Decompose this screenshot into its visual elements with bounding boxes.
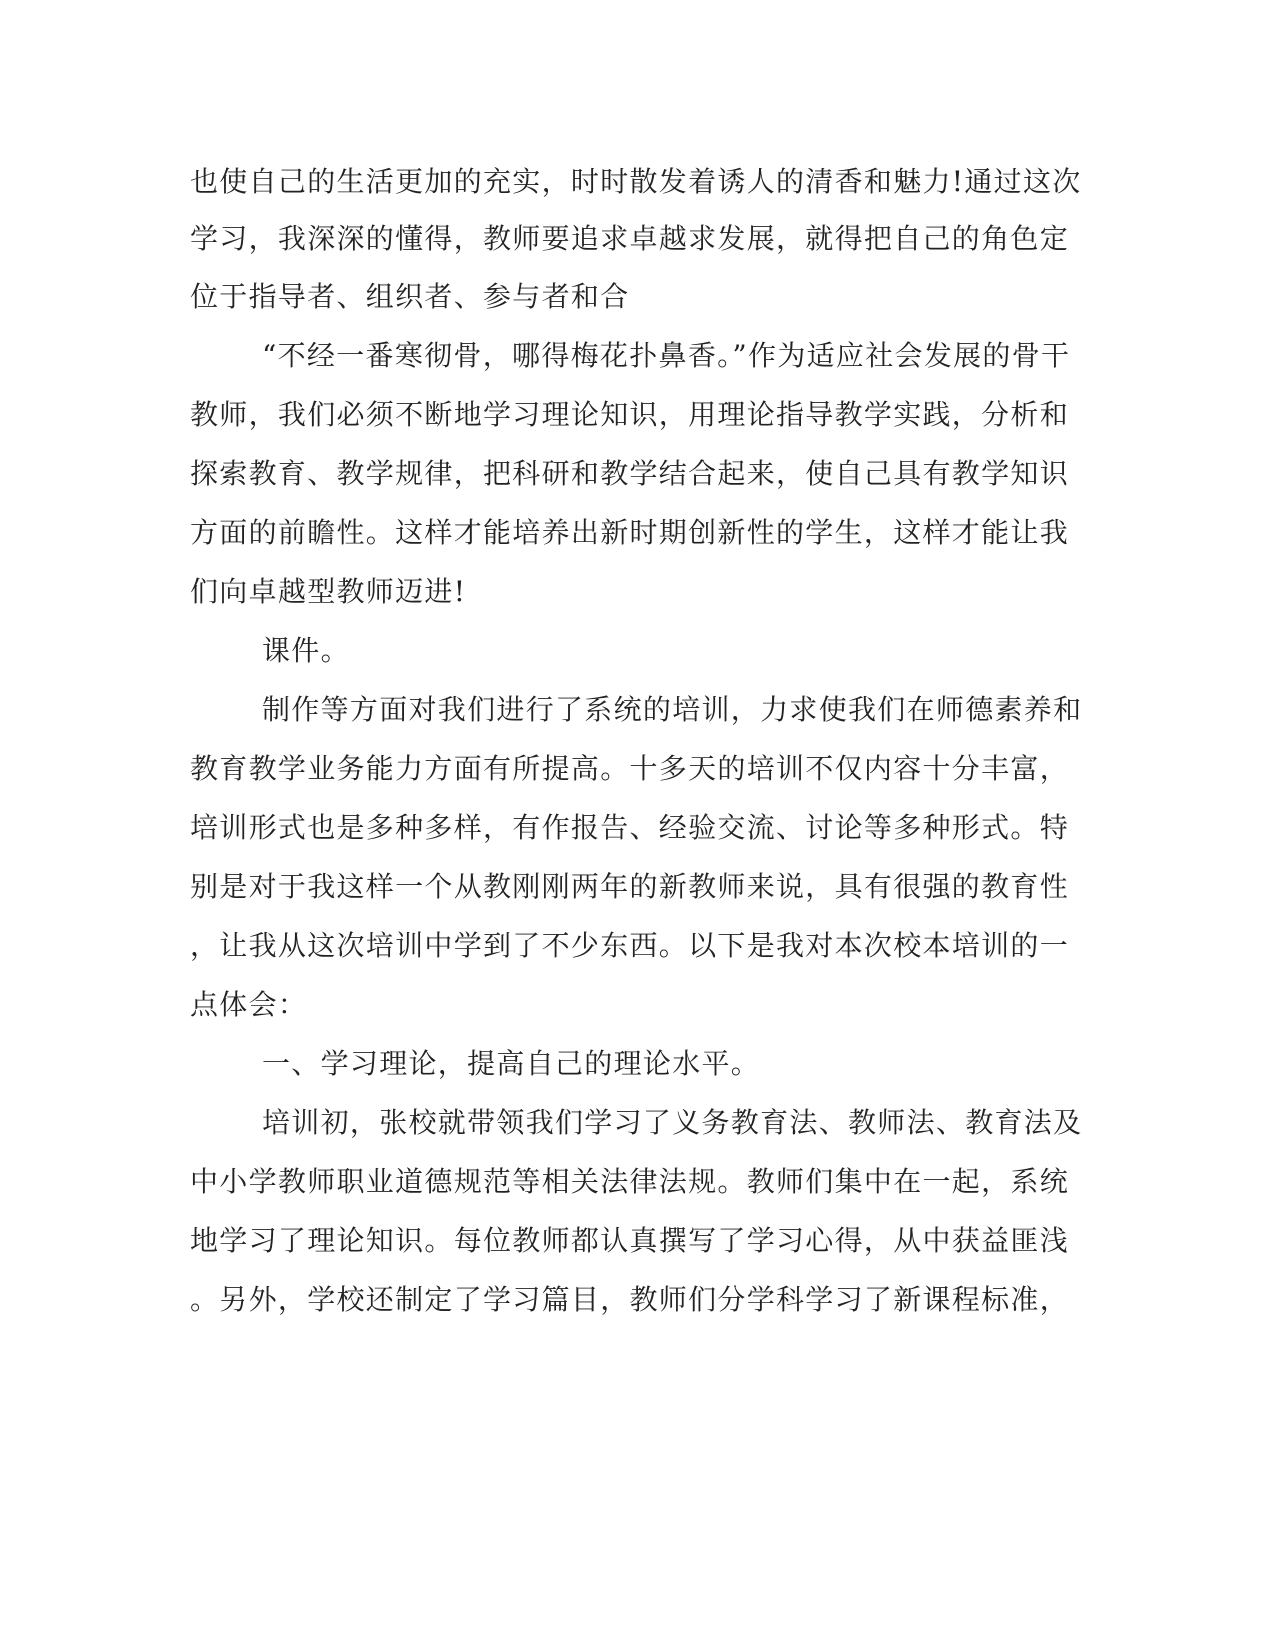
text-line-15: 点体会：: [190, 988, 308, 1021]
text-line-5: 教师，我们必须不断地学习理论知识，用理论指导教学实践，分析和: [190, 398, 1070, 431]
text-line-16: 一、学习理论，提高自己的理论水平。: [262, 1047, 761, 1080]
text-line-2: 学习，我深深的懂得，教师要追求卓越求发展，就得把自己的角色定: [190, 222, 1070, 255]
text-line-17: 培训初，张校就带领我们学习了义务教育法、教师法、教育法及: [262, 1106, 1083, 1139]
text-line-14: ，让我从这次培训中学到了不少东西。以下是我对本次校本培训的一: [190, 929, 1070, 962]
text-line-7: 方面的前瞻性。这样才能培养出新时期创新性的学生，这样才能让我: [190, 516, 1070, 549]
text-line-9: 课件。: [262, 634, 350, 667]
text-line-3: 位于指导者、组织者、参与者和合: [190, 280, 630, 313]
text-line-11: 教育教学业务能力方面有所提高。十多天的培训不仅内容十分丰富，: [190, 752, 1070, 785]
text-line-6: 探索教育、教学规律，把科研和教学结合起来，使自己具有教学知识: [190, 457, 1070, 490]
text-line-20: 。另外，学校还制定了学习篇目，教师们分学科学习了新课程标准，: [190, 1283, 1070, 1316]
text-line-8: 们向卓越型教师迈进!: [190, 575, 467, 608]
text-line-1: 也使自己的生活更加的充实，时时散发着诱人的清香和魅力!通过这次: [190, 165, 1082, 198]
text-line-10: 制作等方面对我们进行了系统的培训，力求使我们在师德素养和: [262, 693, 1083, 726]
text-line-12: 培训形式也是多种多样，有作报告、经验交流、讨论等多种形式。特: [190, 811, 1070, 844]
text-line-19: 地学习了理论知识。每位教师都认真撰写了学习心得，从中获益匪浅: [190, 1224, 1070, 1257]
text-line-13: 别是对于我这样一个从教刚刚两年的新教师来说，具有很强的教育性: [190, 870, 1070, 903]
text-line-18: 中小学教师职业道德规范等相关法律法规。教师们集中在一起，系统: [190, 1165, 1070, 1198]
text-line-4: “不经一番寒彻骨，哪得梅花扑鼻香。”作为适应社会发展的骨干: [262, 339, 1071, 372]
